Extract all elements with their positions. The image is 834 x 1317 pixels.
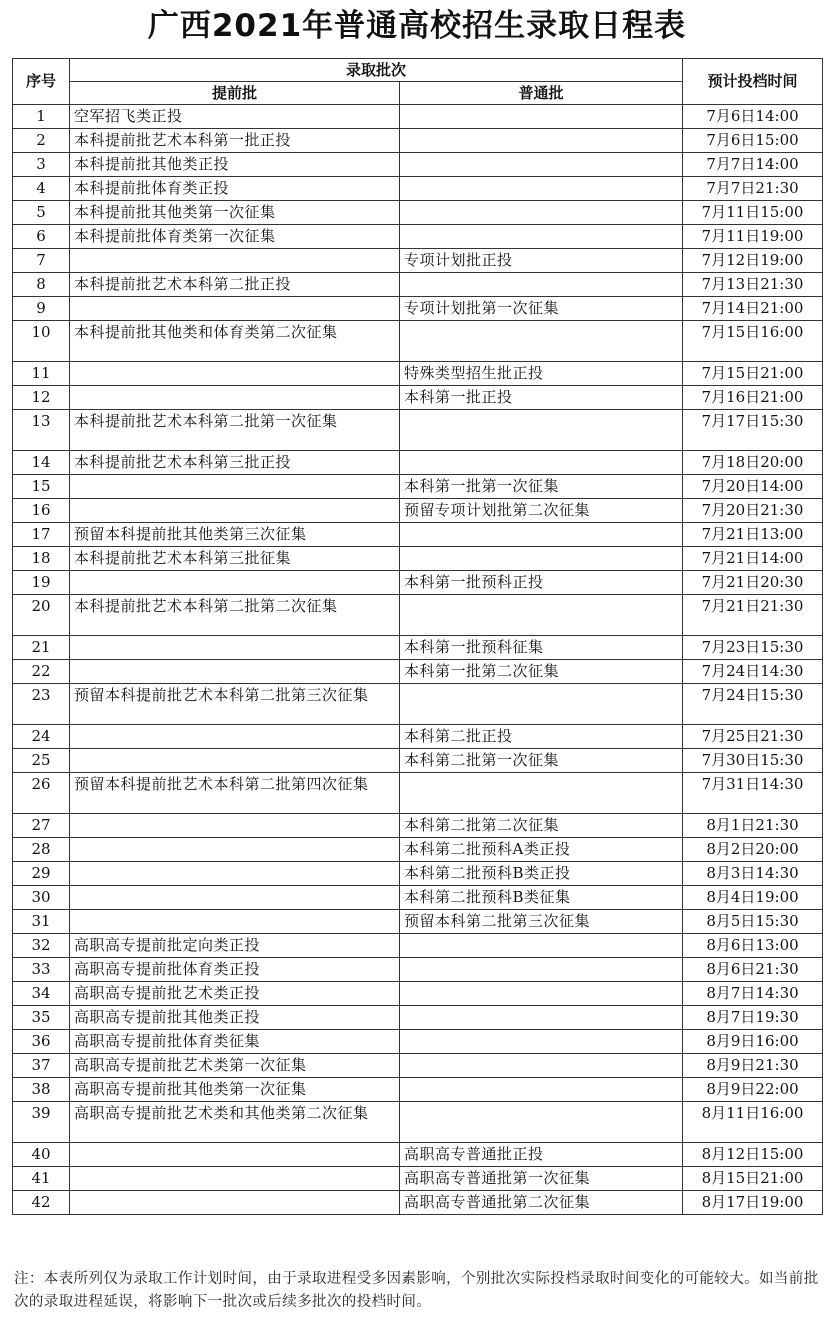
row-early-batch-cell: 本科提前批体育类第一次征集 <box>70 225 400 249</box>
row-early-batch-cell <box>70 386 400 410</box>
row-seq-cell: 23 <box>13 684 70 725</box>
row-regular-batch-cell <box>400 1078 683 1102</box>
row-regular-batch-cell <box>400 982 683 1006</box>
row-early-batch-cell: 本科提前批其他类正投 <box>70 153 400 177</box>
row-seq-cell: 17 <box>13 523 70 547</box>
row-early-batch-cell: 高职高专提前批其他类正投 <box>70 1006 400 1030</box>
header-seq: 序号 <box>13 59 70 105</box>
row-time-cell: 7月11日15:00 <box>683 201 823 225</box>
row-regular-batch-cell <box>400 105 683 129</box>
row-time-cell: 7月24日14:30 <box>683 660 823 684</box>
row-seq-cell: 15 <box>13 475 70 499</box>
row-seq-cell: 20 <box>13 595 70 636</box>
row-time-cell: 8月1日21:30 <box>683 814 823 838</box>
table-row <box>13 910 823 934</box>
row-seq-cell: 5 <box>13 201 70 225</box>
row-regular-batch-cell <box>400 547 683 571</box>
row-regular-batch-cell: 高职高专普通批正投 <box>400 1143 683 1167</box>
row-regular-batch-cell: 本科第一批正投 <box>400 386 683 410</box>
row-early-batch-cell: 预留本科提前批艺术本科第二批第四次征集 <box>70 773 400 814</box>
row-regular-batch-cell <box>400 595 683 636</box>
row-early-batch-cell: 本科提前批艺术本科第二批第二次征集 <box>70 595 400 636</box>
schedule-body <box>13 105 823 1215</box>
row-seq-cell: 29 <box>13 862 70 886</box>
row-time-cell: 7月16日21:00 <box>683 386 823 410</box>
row-regular-batch-cell <box>400 129 683 153</box>
row-regular-batch-cell: 专项计划批第一次征集 <box>400 297 683 321</box>
row-regular-batch-cell: 本科第一批预科征集 <box>400 636 683 660</box>
row-time-cell: 7月21日21:30 <box>683 595 823 636</box>
row-early-batch-cell: 本科提前批艺术本科第二批正投 <box>70 273 400 297</box>
row-time-cell: 7月20日21:30 <box>683 499 823 523</box>
table-row <box>13 595 823 636</box>
row-regular-batch-cell: 本科第二批预科B类正投 <box>400 862 683 886</box>
row-seq-cell: 7 <box>13 249 70 273</box>
table-row <box>13 725 823 749</box>
row-time-cell: 7月7日21:30 <box>683 177 823 201</box>
row-time-cell: 8月9日21:30 <box>683 1054 823 1078</box>
row-early-batch-cell <box>70 1191 400 1215</box>
row-regular-batch-cell <box>400 153 683 177</box>
row-early-batch-cell: 预留本科提前批其他类第三次征集 <box>70 523 400 547</box>
row-seq-cell: 34 <box>13 982 70 1006</box>
row-early-batch-cell <box>70 749 400 773</box>
table-row <box>13 1006 823 1030</box>
row-early-batch-cell: 高职高专提前批体育类正投 <box>70 958 400 982</box>
row-seq-cell: 3 <box>13 153 70 177</box>
row-regular-batch-cell <box>400 958 683 982</box>
row-regular-batch-cell: 预留本科第二批第三次征集 <box>400 910 683 934</box>
table-row <box>13 523 823 547</box>
row-regular-batch-cell <box>400 1102 683 1143</box>
row-seq-cell: 40 <box>13 1143 70 1167</box>
header-batch: 录取批次 <box>70 59 683 82</box>
table-row <box>13 362 823 386</box>
row-seq-cell: 6 <box>13 225 70 249</box>
row-time-cell: 8月2日20:00 <box>683 838 823 862</box>
row-time-cell: 7月30日15:30 <box>683 749 823 773</box>
table-row <box>13 410 823 451</box>
row-time-cell: 8月12日15:00 <box>683 1143 823 1167</box>
table-row <box>13 201 823 225</box>
row-regular-batch-cell <box>400 1054 683 1078</box>
row-regular-batch-cell <box>400 321 683 362</box>
row-time-cell: 8月5日15:30 <box>683 910 823 934</box>
row-regular-batch-cell <box>400 523 683 547</box>
row-time-cell: 7月11日19:00 <box>683 225 823 249</box>
row-seq-cell: 41 <box>13 1167 70 1191</box>
row-seq-cell: 27 <box>13 814 70 838</box>
row-seq-cell: 25 <box>13 749 70 773</box>
row-regular-batch-cell: 高职高专普通批第一次征集 <box>400 1167 683 1191</box>
row-time-cell: 7月13日21:30 <box>683 273 823 297</box>
row-early-batch-cell: 本科提前批艺术本科第二批第一次征集 <box>70 410 400 451</box>
row-early-batch-cell: 高职高专提前批体育类征集 <box>70 1030 400 1054</box>
table-row <box>13 1191 823 1215</box>
table-row <box>13 838 823 862</box>
row-time-cell: 8月17日19:00 <box>683 1191 823 1215</box>
row-seq-cell: 28 <box>13 838 70 862</box>
row-seq-cell: 13 <box>13 410 70 451</box>
table-row <box>13 684 823 725</box>
row-early-batch-cell: 预留本科提前批艺术本科第二批第三次征集 <box>70 684 400 725</box>
row-regular-batch-cell: 本科第二批预科B类征集 <box>400 886 683 910</box>
row-regular-batch-cell: 本科第二批正投 <box>400 725 683 749</box>
table-row <box>13 153 823 177</box>
row-time-cell: 8月7日19:30 <box>683 1006 823 1030</box>
row-seq-cell: 24 <box>13 725 70 749</box>
row-seq-cell: 12 <box>13 386 70 410</box>
table-row <box>13 571 823 595</box>
table-row <box>13 773 823 814</box>
row-regular-batch-cell: 本科第二批第二次征集 <box>400 814 683 838</box>
row-time-cell: 7月21日14:00 <box>683 547 823 571</box>
row-regular-batch-cell <box>400 410 683 451</box>
row-time-cell: 8月9日22:00 <box>683 1078 823 1102</box>
row-early-batch-cell: 高职高专提前批艺术类第一次征集 <box>70 1054 400 1078</box>
row-seq-cell: 30 <box>13 886 70 910</box>
row-early-batch-cell <box>70 725 400 749</box>
row-time-cell: 7月7日14:00 <box>683 153 823 177</box>
row-seq-cell: 16 <box>13 499 70 523</box>
header-time: 预计投档时间 <box>683 59 823 105</box>
table-row <box>13 499 823 523</box>
row-early-batch-cell: 本科提前批艺术本科第三批正投 <box>70 451 400 475</box>
row-regular-batch-cell <box>400 225 683 249</box>
row-early-batch-cell: 本科提前批其他类第一次征集 <box>70 201 400 225</box>
row-seq-cell: 9 <box>13 297 70 321</box>
table-row <box>13 1102 823 1143</box>
row-seq-cell: 18 <box>13 547 70 571</box>
row-early-batch-cell <box>70 249 400 273</box>
row-regular-batch-cell: 本科第一批预科正投 <box>400 571 683 595</box>
table-row <box>13 660 823 684</box>
table-row <box>13 249 823 273</box>
header-early: 提前批 <box>70 82 400 105</box>
table-row <box>13 297 823 321</box>
row-early-batch-cell <box>70 475 400 499</box>
table-row <box>13 321 823 362</box>
row-time-cell: 7月31日14:30 <box>683 773 823 814</box>
row-seq-cell: 11 <box>13 362 70 386</box>
row-time-cell: 7月25日21:30 <box>683 725 823 749</box>
row-regular-batch-cell <box>400 684 683 725</box>
row-time-cell: 7月23日15:30 <box>683 636 823 660</box>
row-early-batch-cell <box>70 1143 400 1167</box>
table-row <box>13 225 823 249</box>
row-regular-batch-cell <box>400 773 683 814</box>
row-regular-batch-cell <box>400 177 683 201</box>
row-early-batch-cell: 本科提前批艺术本科第一批正投 <box>70 129 400 153</box>
row-regular-batch-cell: 专项计划批正投 <box>400 249 683 273</box>
row-time-cell: 7月17日15:30 <box>683 410 823 451</box>
row-regular-batch-cell <box>400 1030 683 1054</box>
row-seq-cell: 4 <box>13 177 70 201</box>
row-seq-cell: 22 <box>13 660 70 684</box>
table-row <box>13 1167 823 1191</box>
row-early-batch-cell: 高职高专提前批其他类第一次征集 <box>70 1078 400 1102</box>
row-time-cell: 7月24日15:30 <box>683 684 823 725</box>
table-row <box>13 934 823 958</box>
row-early-batch-cell <box>70 862 400 886</box>
row-time-cell: 7月12日19:00 <box>683 249 823 273</box>
row-time-cell: 7月15日21:00 <box>683 362 823 386</box>
row-seq-cell: 14 <box>13 451 70 475</box>
row-early-batch-cell <box>70 362 400 386</box>
row-time-cell: 7月14日21:00 <box>683 297 823 321</box>
table-row <box>13 105 823 129</box>
row-early-batch-cell <box>70 814 400 838</box>
row-seq-cell: 38 <box>13 1078 70 1102</box>
row-early-batch-cell <box>70 838 400 862</box>
table-row <box>13 1030 823 1054</box>
row-seq-cell: 1 <box>13 105 70 129</box>
table-row <box>13 475 823 499</box>
row-early-batch-cell <box>70 1167 400 1191</box>
table-row <box>13 636 823 660</box>
row-early-batch-cell: 空军招飞类正投 <box>70 105 400 129</box>
row-time-cell: 8月6日21:30 <box>683 958 823 982</box>
row-early-batch-cell <box>70 660 400 684</box>
row-regular-batch-cell: 本科第二批预科A类正投 <box>400 838 683 862</box>
row-seq-cell: 19 <box>13 571 70 595</box>
row-time-cell: 7月21日13:00 <box>683 523 823 547</box>
row-seq-cell: 10 <box>13 321 70 362</box>
row-time-cell: 7月18日20:00 <box>683 451 823 475</box>
row-seq-cell: 33 <box>13 958 70 982</box>
row-seq-cell: 36 <box>13 1030 70 1054</box>
header-regular: 普通批 <box>400 82 683 105</box>
row-time-cell: 8月11日16:00 <box>683 1102 823 1143</box>
row-early-batch-cell <box>70 886 400 910</box>
table-row <box>13 451 823 475</box>
row-seq-cell: 42 <box>13 1191 70 1215</box>
row-early-batch-cell <box>70 571 400 595</box>
row-early-batch-cell: 高职高专提前批艺术类正投 <box>70 982 400 1006</box>
row-time-cell: 7月6日15:00 <box>683 129 823 153</box>
row-time-cell: 7月20日14:00 <box>683 475 823 499</box>
table-row <box>13 177 823 201</box>
row-regular-batch-cell <box>400 451 683 475</box>
row-early-batch-cell: 高职高专提前批艺术类和其他类第二次征集 <box>70 1102 400 1143</box>
table-row <box>13 386 823 410</box>
row-regular-batch-cell <box>400 1006 683 1030</box>
table-row <box>13 958 823 982</box>
table-row <box>13 1054 823 1078</box>
table-row <box>13 749 823 773</box>
row-seq-cell: 2 <box>13 129 70 153</box>
table-row <box>13 1143 823 1167</box>
table-row <box>13 886 823 910</box>
row-early-batch-cell <box>70 636 400 660</box>
footnote: 注：本表所列仅为录取工作计划时间，由于录取进程受多因素影响，个别批次实际投档录取时间变化的可能较大。如当前批次的录取进程延误，将影响下一批次或后续多批次的投档时间。 <box>14 1271 819 1310</box>
row-regular-batch-cell: 本科第二批第一次征集 <box>400 749 683 773</box>
row-seq-cell: 21 <box>13 636 70 660</box>
row-early-batch-cell: 高职高专提前批定向类正投 <box>70 934 400 958</box>
row-time-cell: 8月6日13:00 <box>683 934 823 958</box>
row-regular-batch-cell: 本科第一批第一次征集 <box>400 475 683 499</box>
row-seq-cell: 32 <box>13 934 70 958</box>
row-time-cell: 8月3日14:30 <box>683 862 823 886</box>
row-time-cell: 7月21日20:30 <box>683 571 823 595</box>
table-row <box>13 1078 823 1102</box>
row-regular-batch-cell <box>400 934 683 958</box>
table-row <box>13 273 823 297</box>
row-seq-cell: 35 <box>13 1006 70 1030</box>
table-row <box>13 982 823 1006</box>
schedule-table <box>12 58 823 1215</box>
row-early-batch-cell <box>70 910 400 934</box>
row-time-cell: 8月4日19:00 <box>683 886 823 910</box>
row-seq-cell: 39 <box>13 1102 70 1143</box>
row-time-cell: 8月15日21:00 <box>683 1167 823 1191</box>
row-regular-batch-cell: 预留专项计划批第二次征集 <box>400 499 683 523</box>
table-row <box>13 814 823 838</box>
row-regular-batch-cell: 本科第一批第二次征集 <box>400 660 683 684</box>
row-early-batch-cell <box>70 499 400 523</box>
row-early-batch-cell: 本科提前批艺术本科第三批征集 <box>70 547 400 571</box>
row-seq-cell: 31 <box>13 910 70 934</box>
row-early-batch-cell: 本科提前批其他类和体育类第二次征集 <box>70 321 400 362</box>
row-seq-cell: 26 <box>13 773 70 814</box>
row-regular-batch-cell <box>400 201 683 225</box>
row-time-cell: 7月15日16:00 <box>683 321 823 362</box>
row-regular-batch-cell: 特殊类型招生批正投 <box>400 362 683 386</box>
row-seq-cell: 37 <box>13 1054 70 1078</box>
row-regular-batch-cell <box>400 273 683 297</box>
table-row <box>13 129 823 153</box>
header-row-top <box>13 59 823 82</box>
row-early-batch-cell <box>70 297 400 321</box>
row-time-cell: 7月6日14:00 <box>683 105 823 129</box>
row-regular-batch-cell: 高职高专普通批第二次征集 <box>400 1191 683 1215</box>
page-title: 广西2021年普通高校招生录取日程表 <box>147 8 687 44</box>
row-time-cell: 8月9日16:00 <box>683 1030 823 1054</box>
table-row <box>13 547 823 571</box>
row-seq-cell: 8 <box>13 273 70 297</box>
table-row <box>13 862 823 886</box>
row-early-batch-cell: 本科提前批体育类正投 <box>70 177 400 201</box>
row-time-cell: 8月7日14:30 <box>683 982 823 1006</box>
